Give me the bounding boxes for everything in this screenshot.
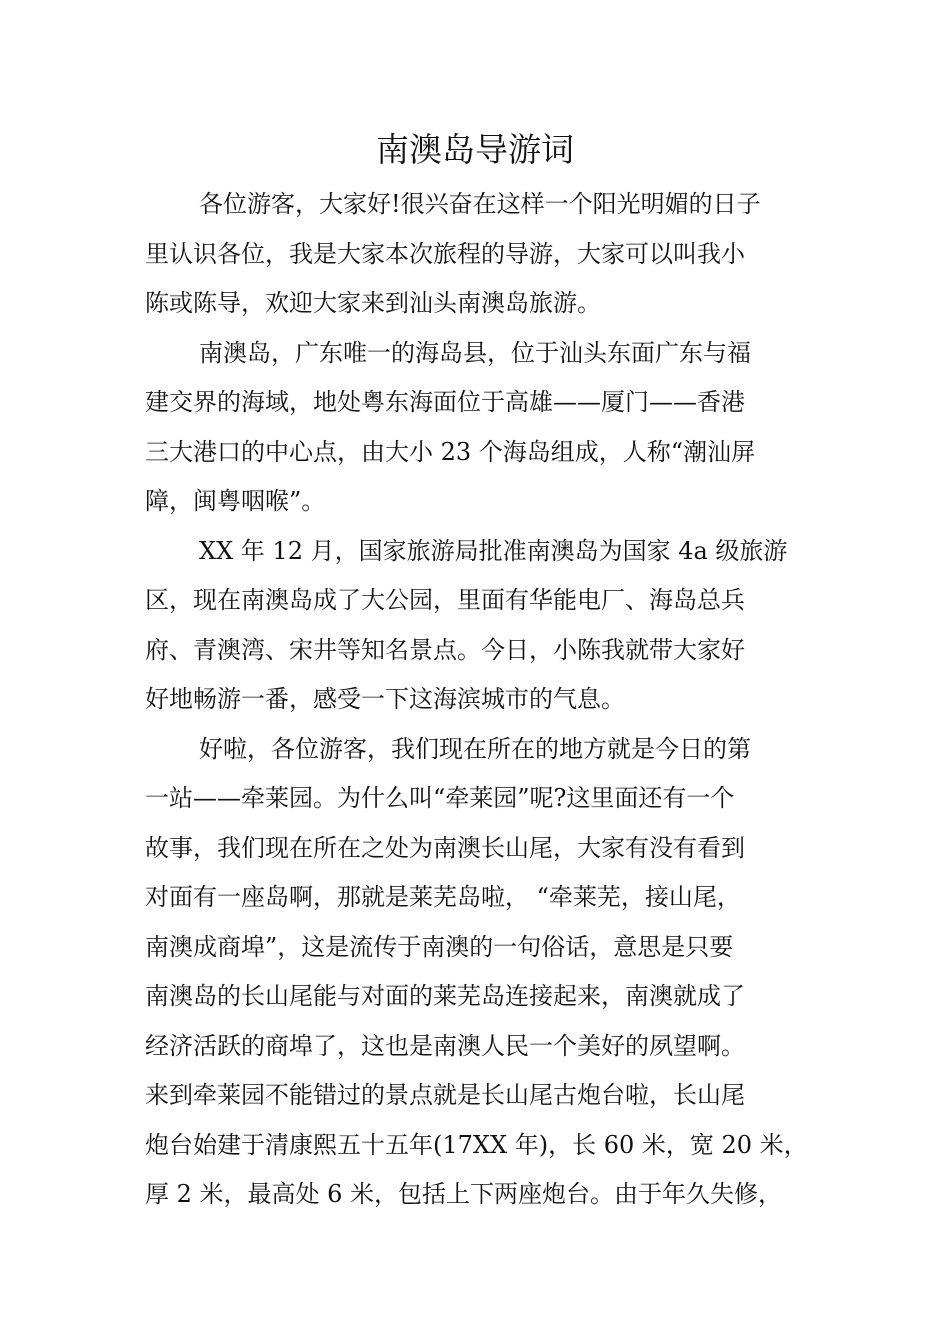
text-line: 一站——牵莱园。为什么叫“牵莱园”呢?这里面还有一个 (145, 784, 735, 812)
text-line: 南澳岛的长山尾能与对面的莱芜岛连接起来，南澳就成了 (145, 982, 745, 1010)
text-line: 府、青澳湾、宋井等知名景点。今日，小陈我就带大家好 (145, 635, 745, 664)
text-line: 里认识各位，我是大家本次旅程的导游，大家可以叫我小 (145, 239, 745, 268)
text-line: 好啦，各位游客，我们现在所在的地方就是今日的第 (199, 734, 751, 763)
text-line: 故事，我们现在所在之处为南澳长山尾，大家有没有看到 (145, 833, 745, 862)
text-line: 好地畅游一番，感受一下这海滨城市的气息。 (145, 685, 625, 713)
text-line: XX 年 12 月，国家旅游局批准南澳岛为国家 4a 级旅游 (199, 536, 788, 565)
text-line: 来到牵莱园不能错过的景点就是长山尾古炮台啦，长山尾 (145, 1081, 745, 1109)
text-line: 南澳成商埠”，这是流传于南澳的一句俗话，意思是只要 (145, 932, 734, 961)
text-line: 南澳岛，广东唯一的海岛县，位于汕头东面广东与福 (199, 338, 751, 367)
text-line: 各位游客，大家好!很兴奋在这样一个阳光明媚的日子 (199, 190, 761, 218)
document-title: 南澳岛导游词 (376, 130, 574, 169)
text-line: 厚 2 米，最高处 6 米，包括上下两座炮台。由于年久失修， (145, 1180, 783, 1208)
document-body (145, 180, 835, 1220)
text-line: 障，闽粤咽喉”。 (145, 487, 326, 515)
text-line: 陈或陈导，欢迎大家来到汕头南澳岛旅游。 (145, 289, 601, 317)
text-line: 区，现在南澳岛成了大公园，里面有华能电厂、海岛总兵 (145, 586, 745, 614)
text-line: 建交界的海域，地处粤东海面位于高雄——厦门——香港 (145, 388, 745, 416)
text-line: 经济活跃的商埠了，这也是南澳人民一个美好的夙望啊。 (145, 1031, 745, 1060)
text-line: 三大港口的中心点，由大小 23 个海岛组成，人称“潮汕屏 (145, 437, 756, 466)
text-line: 对面有一座岛啊，那就是莱芜岛啦， “牵莱芜，接山尾， (145, 883, 741, 911)
text-line: 炮台始建于清康熙五十五年(17XX 年)，长 60 米，宽 20 米， (145, 1130, 808, 1159)
